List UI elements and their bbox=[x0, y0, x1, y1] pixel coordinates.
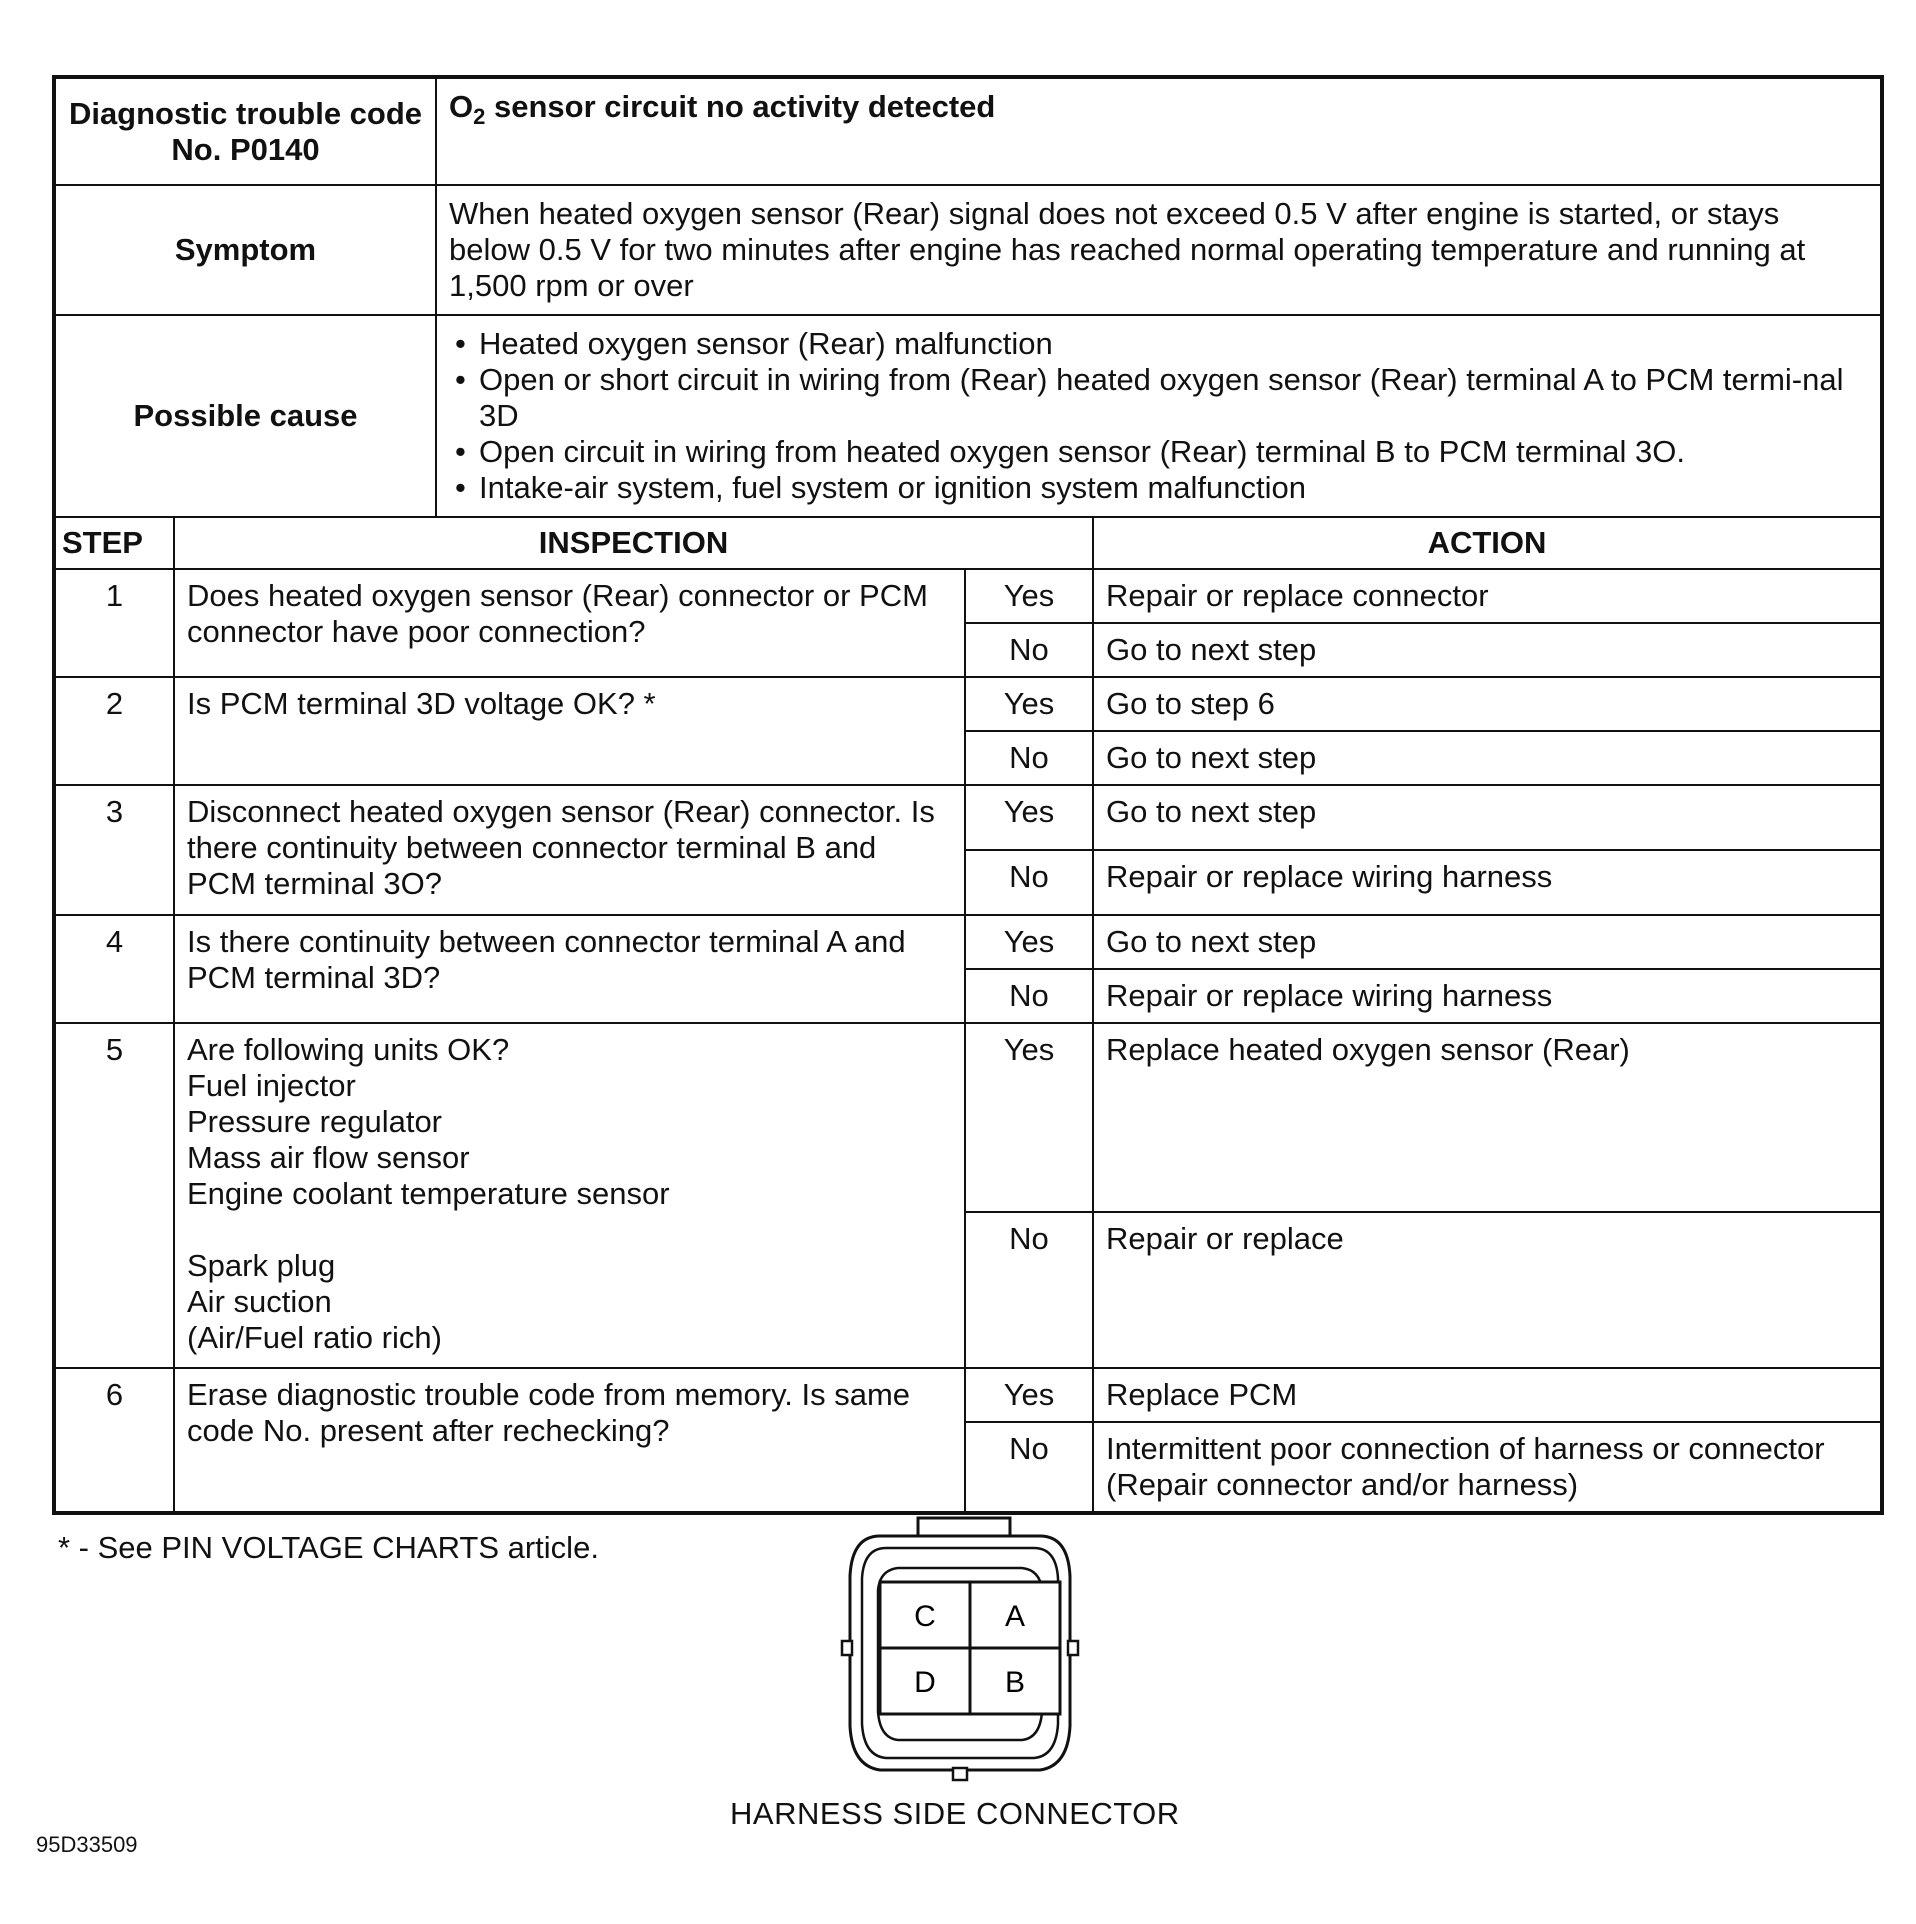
no-label: No bbox=[965, 1212, 1093, 1368]
no-label: No bbox=[965, 1422, 1093, 1513]
step-row-yes bbox=[54, 1023, 1882, 1212]
symptom-label: Symptom bbox=[54, 185, 436, 315]
yes-label: Yes bbox=[965, 1023, 1093, 1212]
symptom-text: When heated oxygen sensor (Rear) signal does not exceed 0.5 V after engine is started, or stays below 0.5 V for two minutes after engine has reached normal operating temperature and running at 1,500 rpm or over bbox=[436, 185, 1882, 315]
harness-connector-diagram bbox=[840, 1516, 1080, 1786]
no-action: Intermittent poor connection of harness or connector (Repair connector and/or harness) bbox=[1093, 1422, 1882, 1513]
yes-action: Replace PCM bbox=[1093, 1368, 1882, 1422]
no-action: Repair or replace bbox=[1093, 1212, 1882, 1368]
step-inspection bbox=[174, 1023, 965, 1368]
step-inspection: Is PCM terminal 3D voltage OK? * bbox=[174, 677, 965, 785]
no-action: Repair or replace wiring harness bbox=[1093, 850, 1882, 915]
step-number: 5 bbox=[54, 1023, 174, 1368]
cause-row bbox=[54, 315, 1882, 517]
connector-bottom-key bbox=[953, 1768, 967, 1780]
dtc-table-frame bbox=[52, 75, 1880, 1515]
action-column-header: ACTION bbox=[1093, 517, 1882, 569]
no-action: Go to next step bbox=[1093, 623, 1882, 677]
dtc-title-o: O bbox=[449, 89, 474, 124]
dtc-row bbox=[54, 77, 1882, 185]
step-number: 6 bbox=[54, 1368, 174, 1513]
yes-action: Repair or replace connector bbox=[1093, 569, 1882, 623]
step-number: 2 bbox=[54, 677, 174, 785]
yes-label: Yes bbox=[965, 569, 1093, 623]
dtc-table bbox=[52, 75, 1884, 1515]
pin-label-d: D bbox=[914, 1666, 936, 1699]
step-number: 4 bbox=[54, 915, 174, 1023]
connector-latch bbox=[918, 1518, 1010, 1536]
inspection-line: Engine coolant temperature sensor bbox=[187, 1176, 670, 1211]
yes-action: Go to next step bbox=[1093, 915, 1882, 969]
inspection-line: Fuel injector bbox=[187, 1068, 356, 1103]
dtc-title bbox=[436, 77, 1882, 185]
cause-item: • Open or short circuit in wiring from (Rear) heated oxygen sensor (Rear) terminal A to PCM termi-nal 3D bbox=[449, 362, 1868, 434]
step-number: 3 bbox=[54, 785, 174, 915]
pin-label-c: C bbox=[914, 1600, 936, 1633]
no-label: No bbox=[965, 850, 1093, 915]
yes-label: Yes bbox=[965, 785, 1093, 850]
dtc-label: Diagnostic trouble code No. P0140 bbox=[54, 77, 436, 185]
no-label: No bbox=[965, 731, 1093, 785]
yes-label: Yes bbox=[965, 677, 1093, 731]
no-label: No bbox=[965, 969, 1093, 1023]
column-header-row bbox=[54, 517, 1882, 569]
cause-label: Possible cause bbox=[54, 315, 436, 517]
step-row-yes bbox=[54, 915, 1882, 969]
cause-item: • Open circuit in wiring from heated oxygen sensor (Rear) terminal B to PCM terminal 3O. bbox=[449, 434, 1868, 470]
cause-item: • Heated oxygen sensor (Rear) malfunction bbox=[449, 326, 1868, 362]
inspection-gap bbox=[187, 1212, 952, 1248]
pin-label-a: A bbox=[1004, 1600, 1026, 1633]
yes-action: Go to step 6 bbox=[1093, 677, 1882, 731]
yes-action: Replace heated oxygen sensor (Rear) bbox=[1093, 1023, 1882, 1212]
no-action: Repair or replace wiring harness bbox=[1093, 969, 1882, 1023]
connector-left-tab bbox=[842, 1641, 852, 1655]
inspection-line: Are following units OK? bbox=[187, 1032, 510, 1067]
step-inspection: Erase diagnostic trouble code from memory. Is same code No. present after rechecking? bbox=[174, 1368, 965, 1513]
inspection-column-header: INSPECTION bbox=[174, 517, 1093, 569]
inspection-line: Air suction bbox=[187, 1284, 332, 1319]
connector-right-tab bbox=[1068, 1641, 1078, 1655]
inspection-line: Pressure regulator bbox=[187, 1104, 443, 1139]
symptom-row bbox=[54, 185, 1882, 315]
step-number: 1 bbox=[54, 569, 174, 677]
inspection-line: Mass air flow sensor bbox=[187, 1140, 470, 1175]
footnote: * - See PIN VOLTAGE CHARTS article. bbox=[58, 1530, 599, 1565]
step-inspection: Is there continuity between connector terminal A and PCM terminal 3D? bbox=[174, 915, 965, 1023]
step-row-yes bbox=[54, 1368, 1882, 1422]
inspection-line: Spark plug bbox=[187, 1248, 336, 1283]
no-label: No bbox=[965, 623, 1093, 677]
connector-caption: HARNESS SIDE CONNECTOR bbox=[730, 1796, 1180, 1831]
step-row-yes bbox=[54, 569, 1882, 623]
pin-label-b: B bbox=[1004, 1666, 1026, 1699]
cause-cell bbox=[436, 315, 1882, 517]
step-inspection: Does heated oxygen sensor (Rear) connector or PCM connector have poor connection? bbox=[174, 569, 965, 677]
step-inspection: Disconnect heated oxygen sensor (Rear) connector. Is there continuity between connector terminal B and PCM terminal 3O? bbox=[174, 785, 965, 915]
step-row-yes bbox=[54, 785, 1882, 850]
cause-item: • Intake-air system, fuel system or ignition system malfunction bbox=[449, 470, 1868, 506]
step-column-header: STEP bbox=[54, 517, 174, 569]
step-row-yes bbox=[54, 677, 1882, 731]
yes-label: Yes bbox=[965, 1368, 1093, 1422]
dtc-title-sub: 2 bbox=[473, 104, 486, 130]
dtc-title-rest: sensor circuit no activity detected bbox=[485, 89, 996, 124]
figure-id: 95D33509 bbox=[36, 1832, 138, 1857]
yes-action: Go to next step bbox=[1093, 785, 1882, 850]
no-action: Go to next step bbox=[1093, 731, 1882, 785]
yes-label: Yes bbox=[965, 915, 1093, 969]
inspection-line: (Air/Fuel ratio rich) bbox=[187, 1320, 442, 1355]
cause-list bbox=[449, 326, 1868, 506]
